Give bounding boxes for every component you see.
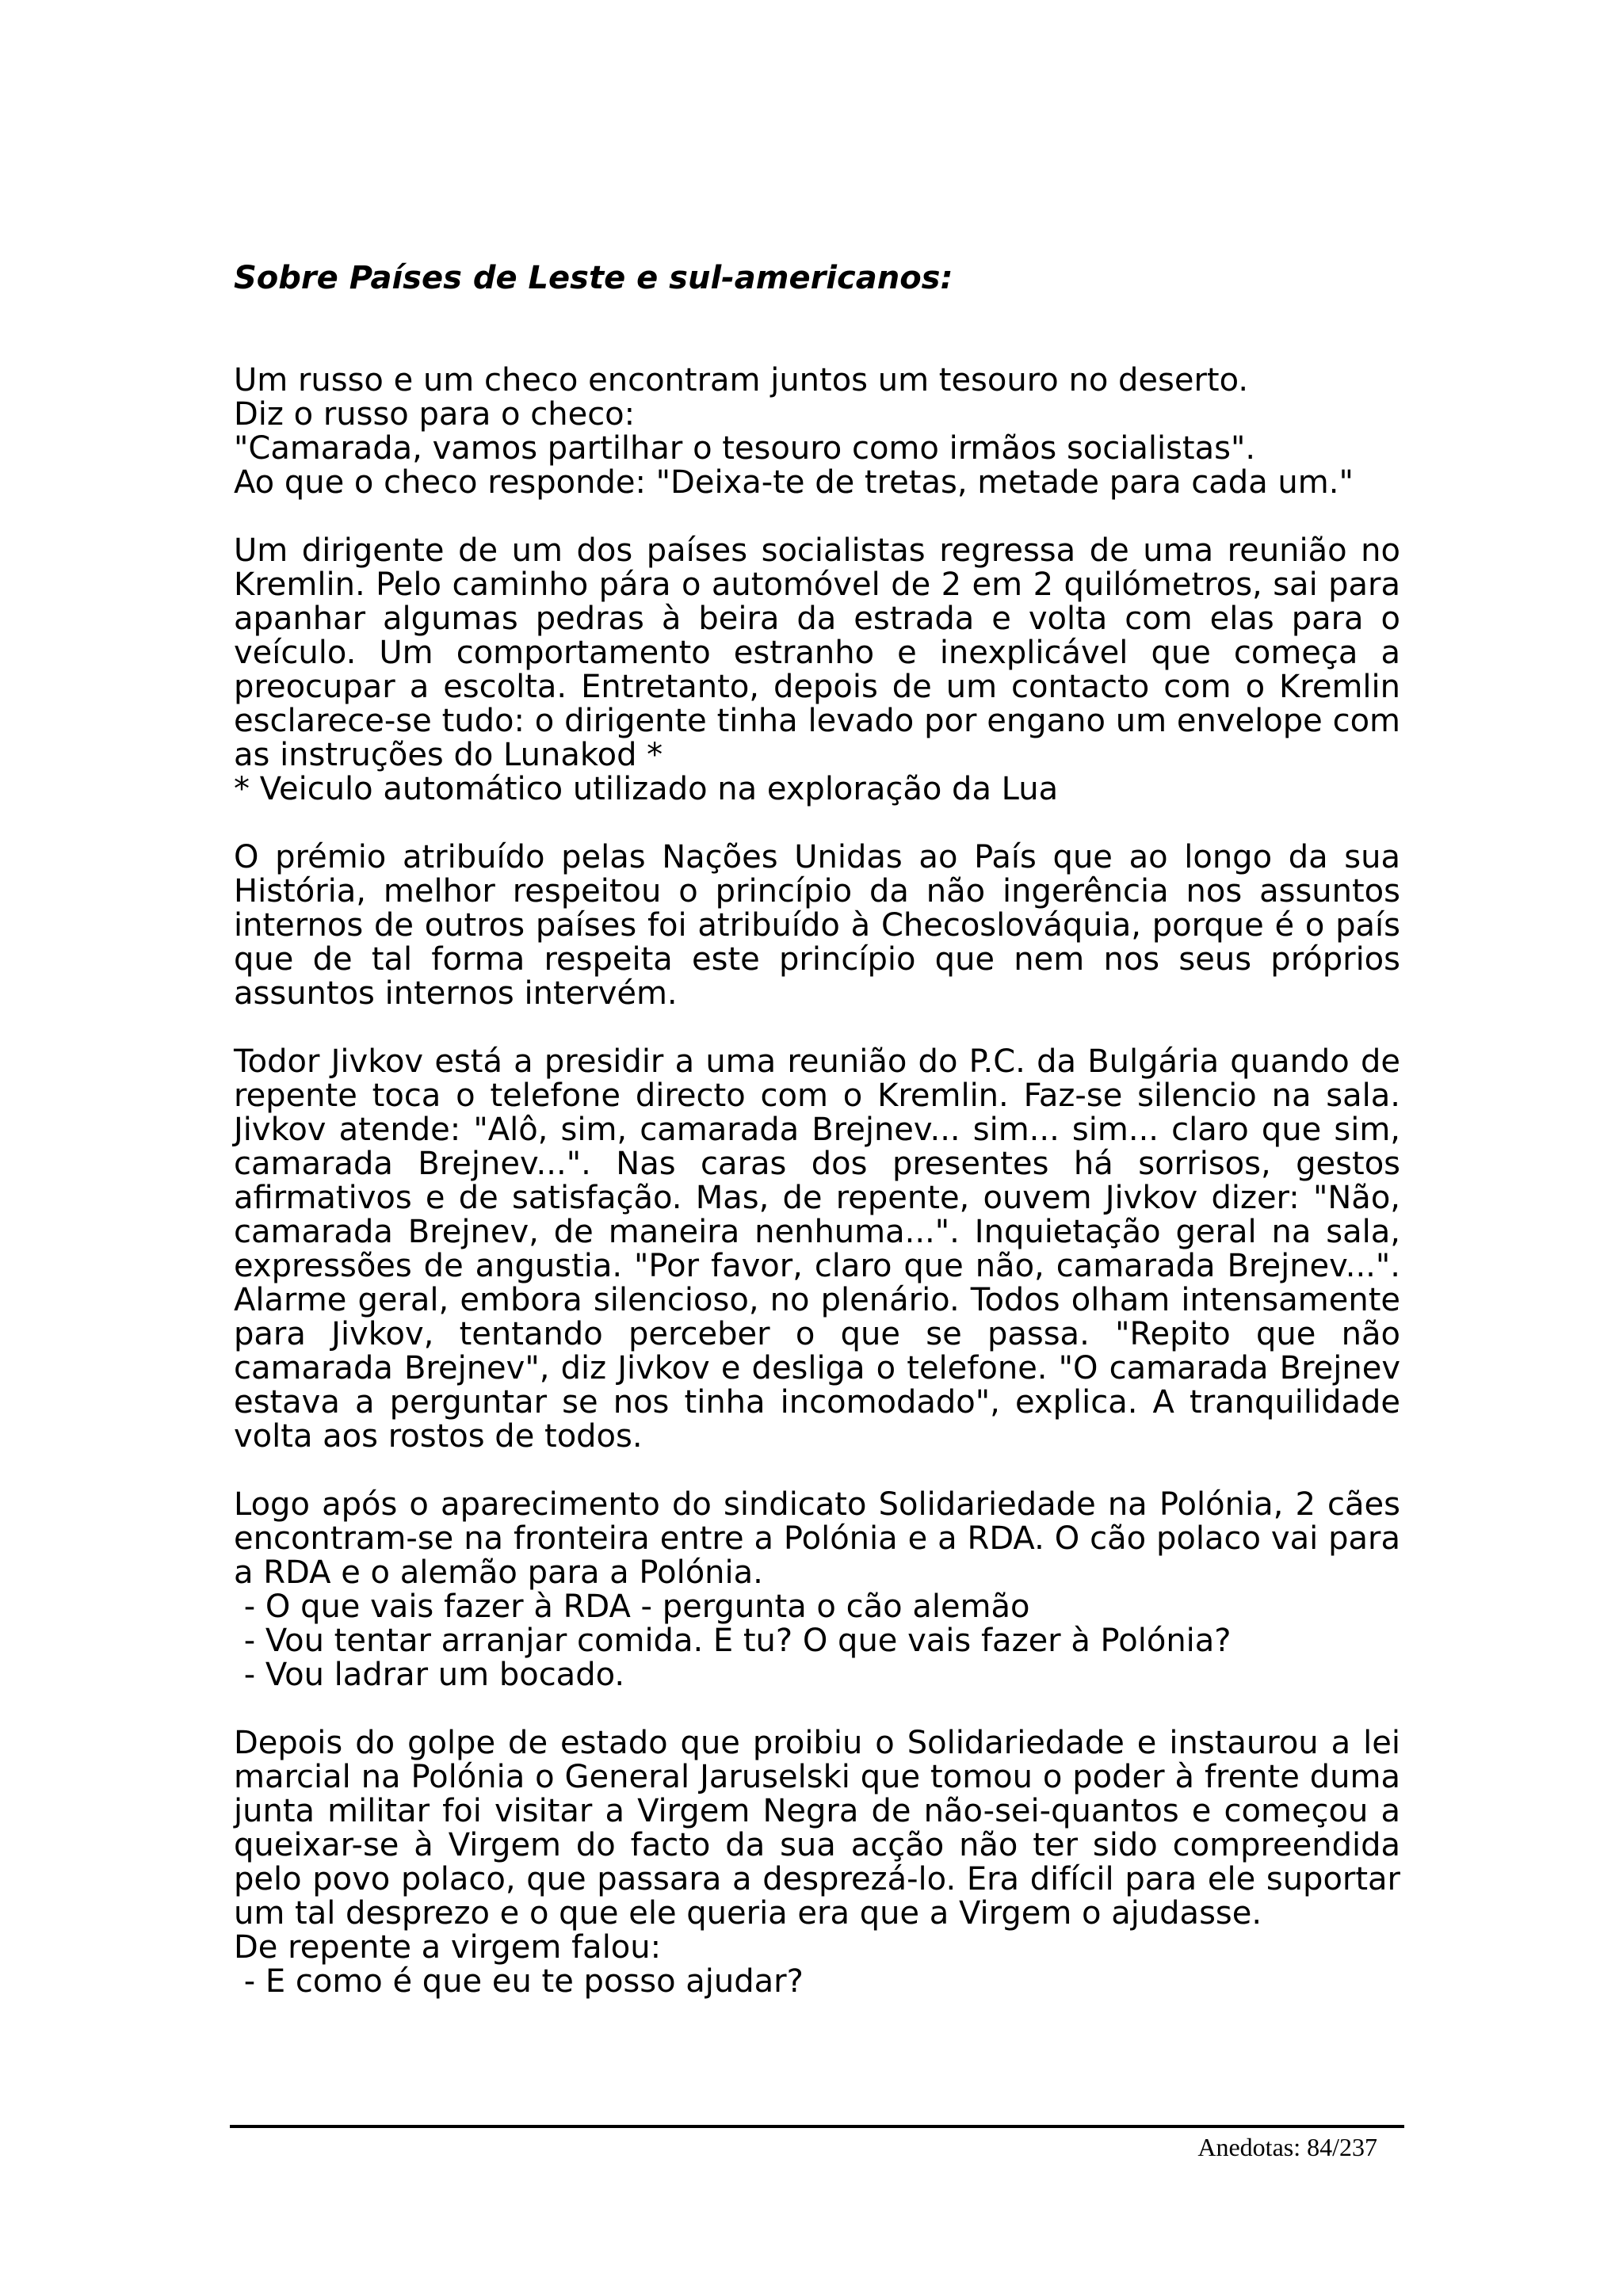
joke-5-dialogue-3: - Vou ladrar um bocado. — [234, 1657, 625, 1693]
joke-2 — [234, 534, 1400, 807]
joke-6-paragraph-1: Depois do golpe de estado que proibiu o Solidariedade e instaurou a lei marcial na Polónia o General Jaruselski que tomou o poder à frente duma junta militar foi visitar a Virgem Negra de não-sei-quantos e começou a queixar-se à Virgem do facto da sua acção não ter sido compreendida pelo povo polaco, que passara a desprezá-lo. Era difícil para ele suportar um tal desprezo e o que ele queria era que a Virgem o ajudasse. — [234, 1725, 1400, 1932]
joke-4-paragraph-1: Todor Jivkov está a presidir a uma reunião do P.C. da Bulgária quando de repente toca o telefone directo com o Kremlin. Faz-se silencio na sala. Jivkov atende: "Alô, sim, camarada Brejnev... sim... sim... claro que sim, camarada Brejnev...". Nas caras dos presentes há sorrisos, gestos afirmativos e de satisfação. Mas, de repente, ouvem Jivkov dizer: "Não, camarada Brejnev, de maneira nenhuma...". Inquietação geral na sala, expressões de angustia. "Por favor, claro que não, camarada Brejnev...". Alarme geral, embora silencioso, no plenário. Todos olham intensamente para Jivkov, tentando perceber o que se passa. "Repito que não camarada Brejnev", diz Jivkov e desliga o telefone. "O camarada Brejnev estava a perguntar se nos tinha incomodado", explica. A tranquilidade volta aos rostos de todos. — [234, 1043, 1400, 1455]
joke-5-dialogue-2: - Vou tentar arranjar comida. E tu? O que vais fazer à Polónia? — [234, 1623, 1232, 1659]
footer-rule — [230, 2125, 1404, 2128]
joke-1-paragraph-4: Ao que o checo responde: "Deixa-te de tretas, metade para cada um." — [234, 464, 1354, 501]
joke-6-dialogue-1: - E como é que eu te posso ajudar? — [234, 1963, 804, 2000]
joke-1 — [234, 364, 1400, 500]
joke-2-footnote: * Veiculo automático utilizado na exploração da Lua — [234, 771, 1059, 807]
joke-2-paragraph-1: Um dirigente de um dos países socialistas regressa de uma reunião no Kremlin. Pelo caminho pára o automóvel de 2 em 2 quilómetros, sai para apanhar algumas pedras à beira da estrada e volta com elas para o veículo. Um comportamento estranho e inexplicável que começa a preocupar a escolta. Entretanto, depois de um contacto com o Kremlin esclarece-se tudo: o dirigente tinha levado por engano um envelope com as instruções do Lunakod * — [234, 532, 1400, 773]
joke-1-paragraph-2: Diz o russo para o checo: — [234, 396, 636, 433]
section-title: Sobre Países de Leste e sul-americanos: — [234, 260, 953, 296]
joke-4 — [234, 1045, 1400, 1454]
joke-3 — [234, 841, 1400, 1011]
joke-5 — [234, 1488, 1400, 1692]
joke-1-paragraph-1: Um russo e um checo encontram juntos um tesouro no deserto. — [234, 362, 1249, 399]
joke-5-paragraph-1: Logo após o aparecimento do sindicato Solidariedade na Polónia, 2 cães encontram-se na fronteira entre a Polónia e a RDA. O cão polaco vai para a RDA e o alemão para a Polónia. — [234, 1486, 1400, 1591]
joke-1-paragraph-3: "Camarada, vamos partilhar o tesouro como irmãos socialistas". — [234, 430, 1256, 467]
joke-6-paragraph-2: De repente a virgem falou: — [234, 1929, 662, 1966]
joke-5-dialogue-1: - O que vais fazer à RDA - pergunta o cão alemão — [234, 1589, 1030, 1625]
page-number-label: Anedotas: 84/237 — [1197, 2133, 1377, 2161]
joke-3-paragraph-1: O prémio atribuído pelas Nações Unidas ao País que ao longo da sua História, melhor respeitou o princípio da não ingerência nos assuntos internos de outros países foi atribuído à Checoslováquia, porque é o país que de tal forma respeita este princípio que nem nos seus próprios assuntos internos intervém. — [234, 839, 1400, 1012]
document-body — [234, 261, 1400, 2033]
joke-6 — [234, 1726, 1400, 1999]
